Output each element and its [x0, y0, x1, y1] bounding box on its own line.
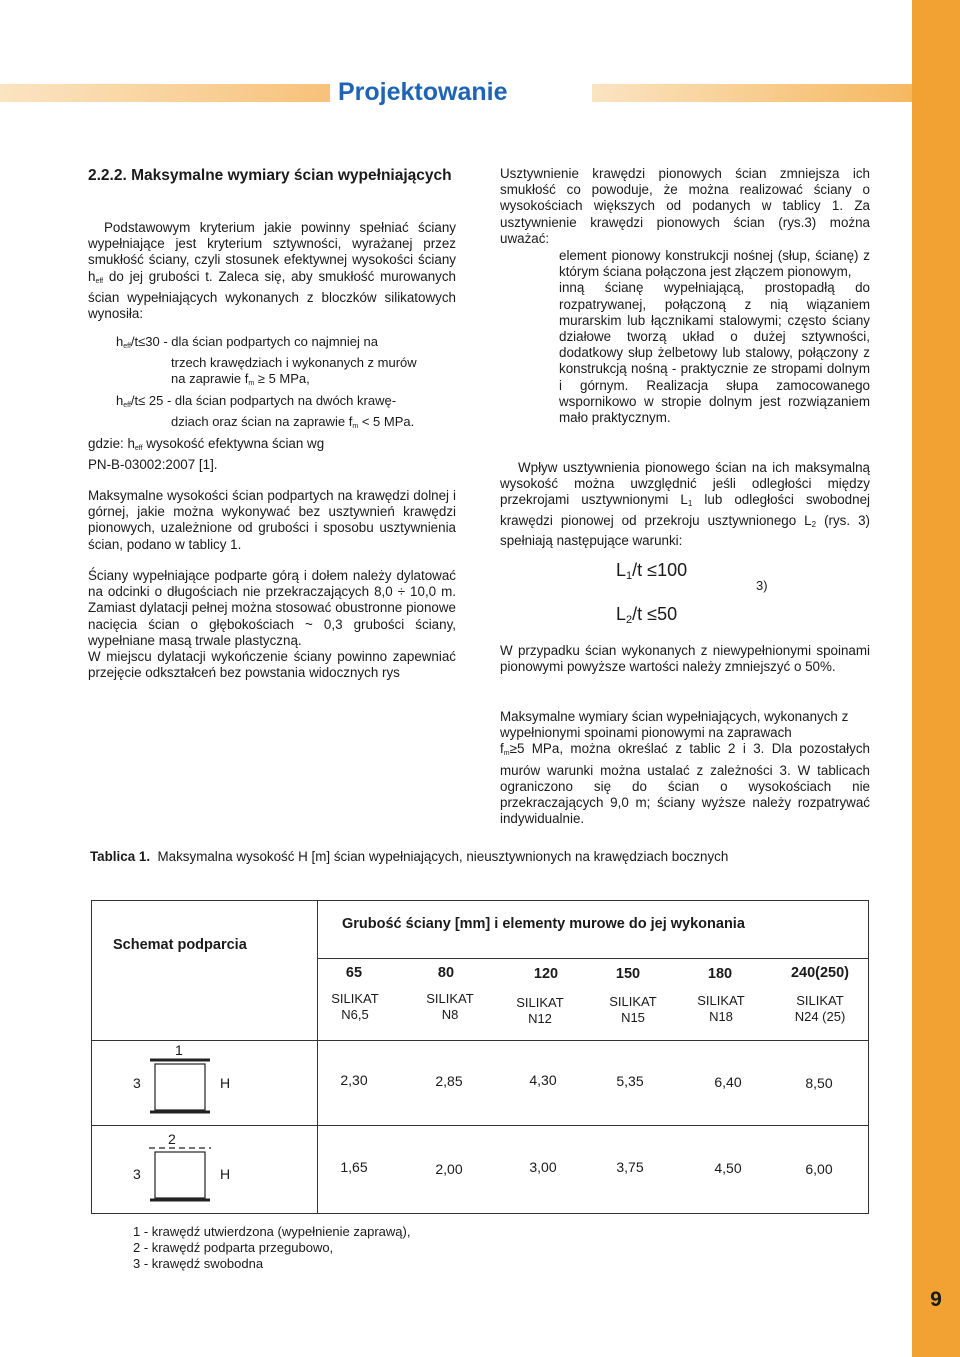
table-value: 3,00 [529, 1159, 557, 1175]
equation-1: L1/t ≤100 [616, 560, 688, 582]
table-legend [133, 1224, 410, 1272]
thickness-header: 120 [533, 966, 559, 982]
header-decor-bar-right [592, 84, 912, 102]
thickness-header: 180 [707, 966, 733, 982]
right-paragraph-4: Maksymalne wymiary ścian wypełniających, wykonanych z wypełnionymi spoinami pionowymi na zaprawach $f_m\ge 5$ MPa, można określać z tablic 2 i 3. Dla pozostałych murów warunki można ustalać z zależności 3. W tablicach ograniczono się do ścian o wysokościach nie przekraczających 9,0 m; ściany wyższe należy rozpatrywać indywidualnie. [500, 709, 870, 827]
list-item: inną ścianę wypełniającą, prostopadłą do rozpatrywanej, połączoną z nią wiązaniem murarskim lub łącznikami stalowymi; często ściany działowe tworzą układ o dużej sztywności, dodatkowy słup żelbetowy lub stalowy, połączony z konstrukcją nośną - praktycznie ze stropami dolnym i górnym. Realizacja słupa zamocowanego wspornikowo w stropie dolnym jest rozwiązaniem mało praktycznym. [559, 280, 870, 426]
table-value: 4,30 [529, 1072, 557, 1088]
definition-note: gdzie: $h_{eff}$ wysokość efektywna ścian wg PN-B-03002:2007 [1]. [88, 436, 325, 473]
thickness-header: 240(250) [790, 965, 850, 981]
formula-1: $h_{eff}/t\le 30$ - dla ścian podpartych co najmniej na [116, 334, 378, 350]
element-cell: SILIKAT N24 (25) [794, 993, 846, 1024]
right-paragraph-1: Usztywnienie krawędzi pionowych ścian zmniejsza ich smukłość co powoduje, że można realizować ściany o wysokościach większych od podanych w tablicy 1. Za usztywnienie krawędzi pionowych ścian (rys.3) można uważać: [500, 166, 870, 246]
page-title: Projektowanie [338, 78, 508, 106]
table-value: 6,00 [805, 1161, 833, 1177]
table-value: 2,00 [435, 1161, 463, 1177]
table-caption: Tablica 1. Maksymalna wysokość H [m] ścian wypełniających, nieusztywnionych na krawędziach bocznych [90, 849, 729, 864]
right-paragraph-3: W przypadku ścian wykonanych z niewypełnionymi spoinami pionowymi powyższe wartości należy zmniejszyć o 50%. [500, 643, 870, 675]
section-heading: 2.2.2. Maksymalne wymiary ścian wypełniających [88, 167, 452, 184]
page-number: 9 [930, 1288, 942, 1311]
side-accent-bar [912, 0, 960, 1357]
table-header-group: Grubość ściany [mm] i elementy murowe do jej wykonania [342, 916, 745, 932]
equation-2: L2/t ≤50 [616, 604, 678, 626]
right-paragraph-2: Wpływ usztywnienia pionowego ścian na ich maksymalną wysokość można uwzględnić jeśli odległości między przekrojami usztywnionymi L1 lub odległości swobodnej krawędzi pionowej od przekroju usztywnionego L2 (rys. 3) spełniają następujące warunki: [500, 460, 871, 548]
legend-item: 1 - krawędź utwierdzona (wypełnienie zaprawą), [133, 1224, 411, 1239]
left-paragraph-1: Podstawowym kryterium jakie powinny spełniać ściany wypełniające jest kryterium sztywności, wyrażanej przez smukłość ściany, czyli stosunek efektywnej wysokości ściany $h_{eff}$ do jej grubości t. Zaleca się, aby smukłość murowanych ścian wypełniających wykonanych z bloczków silikatowych wynosiła: [88, 220, 456, 322]
legend-item: 3 - krawędź swobodna [133, 1256, 264, 1271]
support-scheme-1-icon [145, 1058, 215, 1114]
table-value: 3,75 [616, 1159, 644, 1175]
left-paragraph-2: Maksymalne wysokości ścian podpartych na krawędzi dolnej i górnej, jakie można wykonywać bez usztywnień krawędzi pionowych, uzależnione od grubości i sposobu usztywnienia ścian, podano w tablicy 1. [88, 488, 456, 552]
equation-reference: 3) [756, 578, 768, 593]
thickness-header: 150 [615, 966, 641, 982]
legend-item: 2 - krawędź podparta przegubowo, [133, 1240, 334, 1255]
left-paragraph-3: Ściany wypełniające podparte górą i dołem należy dylatować na odcinki o długościach nie przekraczających 8,0 ÷ 10,0 m. Zamiast dylatacji pełnej można stosować obustronne pionowe nacięcia ścian o głębokościach ~ 0,3 grubości ściany, wypełniane masą trwale plastyczną. W miejscu dylatacji wykończenie ściany powinno zapewniać przejęcie odkształceń bez powstania widocznych rys [88, 568, 456, 681]
table-value: 6,40 [714, 1074, 742, 1090]
formula-2: $h_{eff}/t\le 25$ - dla ścian podpartych na dwóch krawę- [116, 392, 397, 409]
thickness-header: 65 [345, 965, 363, 981]
table-value: 2,85 [435, 1073, 463, 1089]
element-cell: SILIKAT N12 [516, 995, 564, 1026]
element-cell: SILIKAT N6,5 [331, 991, 379, 1022]
slenderness-formulas: $h_{eff}/t\le 30$ - dla ścian podpartych co najmniej na trzech krawędziach i wykonanych z murów na zaprawie $f_m \ge 5$ MPa, $h_{eff}/t\le 25$ - dla ścian podpartych na dwóch krawę- dziach oraz ścian na zaprawie $f_m < 5$ MPa. [116, 334, 461, 435]
element-cell: SILIKAT N15 [609, 994, 657, 1025]
table-value: 4,50 [714, 1160, 742, 1176]
element-cell: SILIKAT N8 [426, 991, 474, 1022]
header-decor-bar-left [0, 84, 330, 102]
table-value: 8,50 [805, 1075, 833, 1091]
element-cell: SILIKAT N18 [697, 993, 745, 1024]
thickness-header: 80 [437, 965, 455, 981]
list-item: element pionowy konstrukcji nośnej (słup, ścianę) z którym ściana połączona jest złączem pionowym, [559, 248, 870, 280]
table-value: 5,35 [616, 1073, 644, 1089]
stiffening-list [559, 248, 870, 426]
support-scheme-2-icon [145, 1146, 215, 1202]
table-header-schema: Schemat podparcia [113, 937, 247, 953]
table-value: 2,30 [340, 1072, 368, 1088]
table-value: 1,65 [340, 1159, 368, 1175]
